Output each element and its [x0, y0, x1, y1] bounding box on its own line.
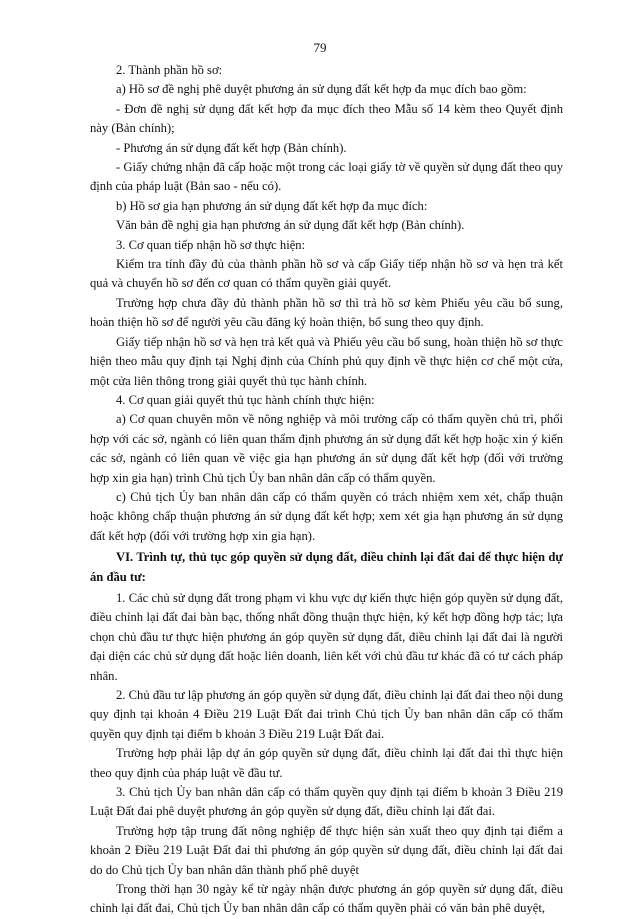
paragraph: Văn bản đề nghị gia hạn phương án sử dụng đất kết hợp (Bản chính).: [116, 218, 465, 233]
paragraph: Trường hợp chưa đầy đủ thành phần hồ sơ thì trả hồ sơ kèm Phiếu yêu cầu bổ sung, hoàn thiện hồ sơ để người yêu cầu đăng ký hoàn thiện, bổ sung theo quy định.: [90, 295, 563, 330]
page-number: 79: [313, 40, 327, 55]
document-body: [90, 61, 563, 919]
paragraph: 3. Chủ tịch Ủy ban nhân dân cấp có thẩm quyền quy định tại điểm b khoản 3 Điều 219 Luật Đất đai phê duyệt phương án góp quyền sử dụng đất, điều chỉnh lại đất đai.: [90, 785, 563, 819]
paragraph: - Phương án sử dụng đất kết hợp (Bản chính).: [116, 140, 347, 155]
section-heading-3: 3. Cơ quan tiếp nhận hồ sơ thực hiện:: [116, 237, 306, 252]
paragraph: c) Chủ tịch Ủy ban nhân dân cấp có thẩm quyền có trách nhiệm xem xét, chấp thuận hoặc không chấp thuận phương án sử dụng đất kết hợp; xem xét gia hạn phương án sử dụng đất kết hợp (đối với trường hợp xin gia hạn).: [90, 489, 563, 543]
paragraph: 1. Các chủ sử dụng đất trong phạm vi khu vực dự kiến thực hiện góp quyền sử dụng đất, điều chỉnh lại đất đai bàn bạc, thống nhất đồng thuận thực hiện, ký kết hợp đồng hợp tác; lựa chọn chủ đầu tư thực hiện phương án góp quyền sử dụng đất, điều chỉnh lại đất đai là người đại diện các chủ sử dụng đất hoặc liên doanh, liên kết với chủ đầu tư khác đã có tư cách pháp nhân.: [90, 590, 563, 683]
paragraph: a) Hồ sơ đề nghị phê duyệt phương án sử dụng đất kết hợp đa mục đích bao gồm:: [116, 82, 527, 97]
paragraph: - Giấy chứng nhận đã cấp hoặc một trong các loại giấy tờ về quyền sử dụng đất theo quy định của pháp luật (Bản sao - nếu có).: [90, 160, 563, 194]
paragraph: b) Hồ sơ gia hạn phương án sử dụng đất kết hợp đa mục đích:: [116, 198, 428, 213]
paragraph: Trong thời hạn 30 ngày kể từ ngày nhận được phương án góp quyền sử dụng đất, điều chỉnh lại đất đai, Chủ tịch Ủy ban nhân dân cấp có thẩm quyền phải có văn bản phê duyệt,: [90, 882, 563, 916]
paragraph: Trường hợp tập trung đất nông nghiệp để thực hiện sản xuất theo quy định tại điểm a khoản 2 Điều 219 Luật Đất đai thì phương án góp quyền sử dụng đất, điều chỉnh lại đất đai do do Chủ tịch Ủy ban nhân dân thành phố phê duyệt: [90, 823, 563, 877]
section-heading-4: 4. Cơ quan giải quyết thủ tục hành chính thực hiện:: [116, 392, 375, 407]
chapter-heading-vi: VI. Trình tự, thủ tục góp quyền sử dụng đất, điều chỉnh lại đất đai để thực hiện dự án đầu tư:: [90, 550, 563, 584]
paragraph: - Đơn đề nghị sử dụng đất kết hợp đa mục đích theo Mẫu số 14 kèm theo Quyết định này (Bản chính);: [90, 101, 563, 136]
paragraph: Giấy tiếp nhận hồ sơ và hẹn trả kết quả và Phiếu yêu cầu bổ sung, hoàn thiện hồ sơ thực hiện theo mẫu quy định tại Nghị định của Chính phủ quy định về thực hiện cơ chế một cửa, một cửa liên thông trong giải quyết thủ tục hành chính.: [90, 334, 563, 388]
section-heading-2: 2. Thành phần hồ sơ:: [116, 63, 223, 77]
paragraph: Trường hợp phải lập dự án góp quyền sử dụng đất, điều chỉnh lại đất đai thì thực hiện theo quy định của pháp luật về đầu tư.: [90, 746, 563, 780]
paragraph: 2. Chủ đầu tư lập phương án góp quyền sử dụng đất, điều chỉnh lại đất đai theo nội dung quy định tại khoản 4 Điều 219 Luật Đất đai trình Chủ tịch Ủy ban nhân dân cấp có thẩm quyền quy định tại điểm b khoản 3 Điều 219 Luật Đất đai.: [90, 688, 563, 741]
paragraph: Kiểm tra tính đầy đủ của thành phần hồ sơ và cấp Giấy tiếp nhận hồ sơ và hẹn trả kết quả và chuyển hồ sơ đến cơ quan có thẩm quyền giải quyết.: [90, 257, 563, 291]
paragraph: a) Cơ quan chuyên môn về nông nghiệp và môi trường cấp có thẩm quyền chủ trì, phối hợp với các sở, ngành có liên quan thẩm định phương án sử dụng đất kết hợp hoặc xin ý kiến các sở, ngành có liên quan về việc gia hạn phương án sử dụng đất kết hợp (đối với trường hợp xin gia hạn) trình Chủ tịch Ủy ban nhân dân cấp có thẩm quyền.: [90, 412, 563, 485]
